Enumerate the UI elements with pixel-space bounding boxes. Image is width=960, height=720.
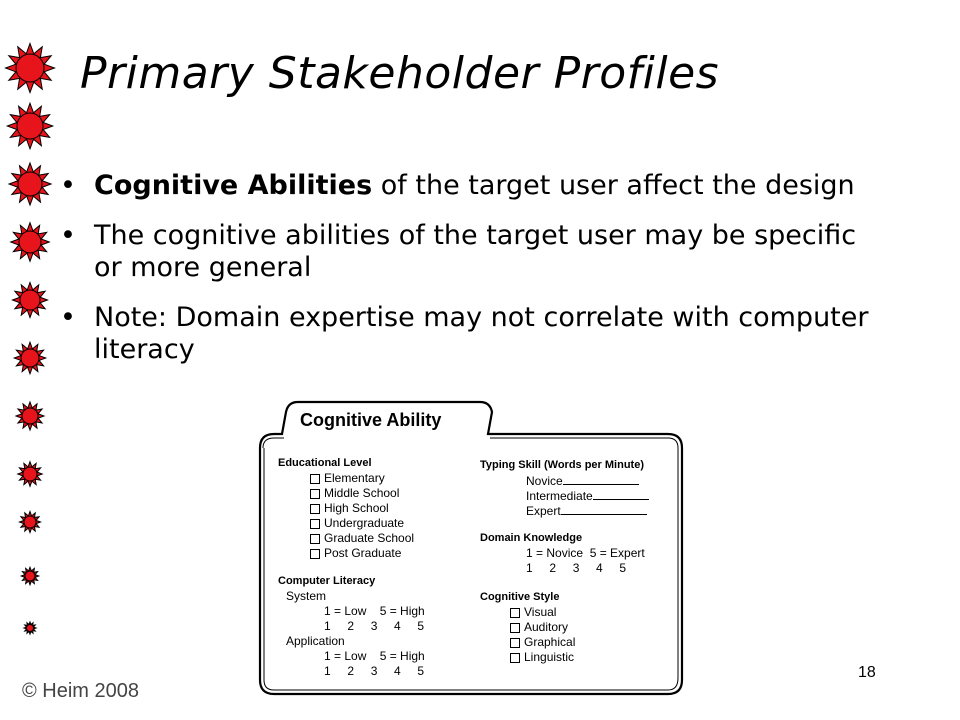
- computer-literacy-heading: Computer Literacy: [278, 575, 376, 587]
- typing-level-label: Novice: [526, 474, 563, 488]
- sun-decoration-column: [0, 0, 60, 720]
- bullet-list: [60, 170, 890, 384]
- option-label: Linguistic: [524, 650, 575, 664]
- option-label: Middle School: [324, 486, 400, 500]
- intermediate-blank-field[interactable]: [593, 488, 649, 500]
- bullet-text: of the target user affect the design: [372, 170, 855, 201]
- sun-icon: [16, 402, 44, 430]
- sun-icon: [6, 44, 55, 93]
- expert-blank-field[interactable]: [561, 503, 647, 515]
- novice-blank-field[interactable]: [563, 473, 639, 485]
- sun-icon: [13, 283, 48, 318]
- typing-level-label: Intermediate: [526, 489, 593, 503]
- educational-level-heading: Educational Level: [278, 457, 372, 469]
- sun-icon: [21, 567, 39, 585]
- option-label: Elementary: [324, 471, 385, 485]
- copyright-footer: © Heim 2008: [22, 680, 140, 702]
- typing-level-label: Expert: [526, 504, 561, 518]
- typing-level-novice: [526, 473, 639, 489]
- bullet-dot: •: [60, 302, 76, 333]
- application-scale-label: 1 = Low 5 = High: [324, 649, 425, 663]
- bullet-item: [60, 220, 890, 284]
- option-label: Visual: [524, 605, 557, 619]
- typing-level-expert: [526, 503, 647, 519]
- application-label: Application: [286, 634, 345, 648]
- cognitive-ability-form: [256, 398, 686, 698]
- option-label: High School: [324, 501, 389, 515]
- checkbox-elementary[interactable]: [310, 474, 320, 484]
- sun-icon: [20, 512, 41, 533]
- option-label: Graduate School: [324, 531, 415, 545]
- slide-title: Primary Stakeholder Profiles: [80, 48, 720, 99]
- bullet-dot: •: [60, 170, 76, 201]
- domain-scale-label: 1 = Novice 5 = Expert: [526, 546, 645, 560]
- form-title: Cognitive Ability: [300, 410, 442, 430]
- bullet-text: Note: Domain expertise may not correlate with computer literacy: [94, 302, 869, 365]
- bullet-emphasis: Cognitive Abilities: [94, 170, 373, 201]
- option-label: Post Graduate: [324, 546, 402, 560]
- system-label: System: [286, 589, 327, 603]
- checkbox-undergraduate[interactable]: [310, 519, 320, 529]
- checkbox-auditory[interactable]: [510, 623, 520, 633]
- bullet-text: The cognitive abilities of the target user may be specific or more general: [94, 220, 857, 283]
- bullet-item: [60, 170, 890, 202]
- application-scale-numbers[interactable]: 1 2 3 4 5: [324, 664, 425, 678]
- system-scale-numbers[interactable]: 1 2 3 4 5: [324, 619, 425, 633]
- cognitive-style-heading: Cognitive Style: [480, 591, 560, 603]
- sun-icon: [24, 622, 36, 634]
- bullet-item: [60, 302, 890, 366]
- option-label: Graphical: [524, 635, 576, 649]
- checkbox-middle-school[interactable]: [310, 489, 320, 499]
- system-scale-label: 1 = Low 5 = High: [324, 604, 425, 618]
- domain-scale-numbers[interactable]: 1 2 3 4 5: [526, 561, 627, 575]
- sun-icon: [9, 163, 51, 205]
- sun-icon: [11, 223, 50, 262]
- checkbox-visual[interactable]: [510, 608, 520, 618]
- option-label: Undergraduate: [324, 516, 405, 530]
- domain-knowledge-heading: Domain Knowledge: [480, 532, 583, 544]
- bullet-dot: •: [60, 220, 76, 251]
- checkbox-post-graduate[interactable]: [310, 549, 320, 559]
- typing-level-intermediate: [526, 488, 649, 504]
- checkbox-graduate-school[interactable]: [310, 534, 320, 544]
- page-number: 18: [858, 664, 876, 681]
- sun-icon: [18, 462, 43, 487]
- sun-icon: [14, 342, 46, 374]
- checkbox-linguistic[interactable]: [510, 653, 520, 663]
- option-label: Auditory: [524, 620, 569, 634]
- typing-skill-heading: Typing Skill (Words per Minute): [480, 459, 644, 471]
- checkbox-graphical[interactable]: [510, 638, 520, 648]
- sun-icon: [7, 103, 53, 149]
- checkbox-high-school[interactable]: [310, 504, 320, 514]
